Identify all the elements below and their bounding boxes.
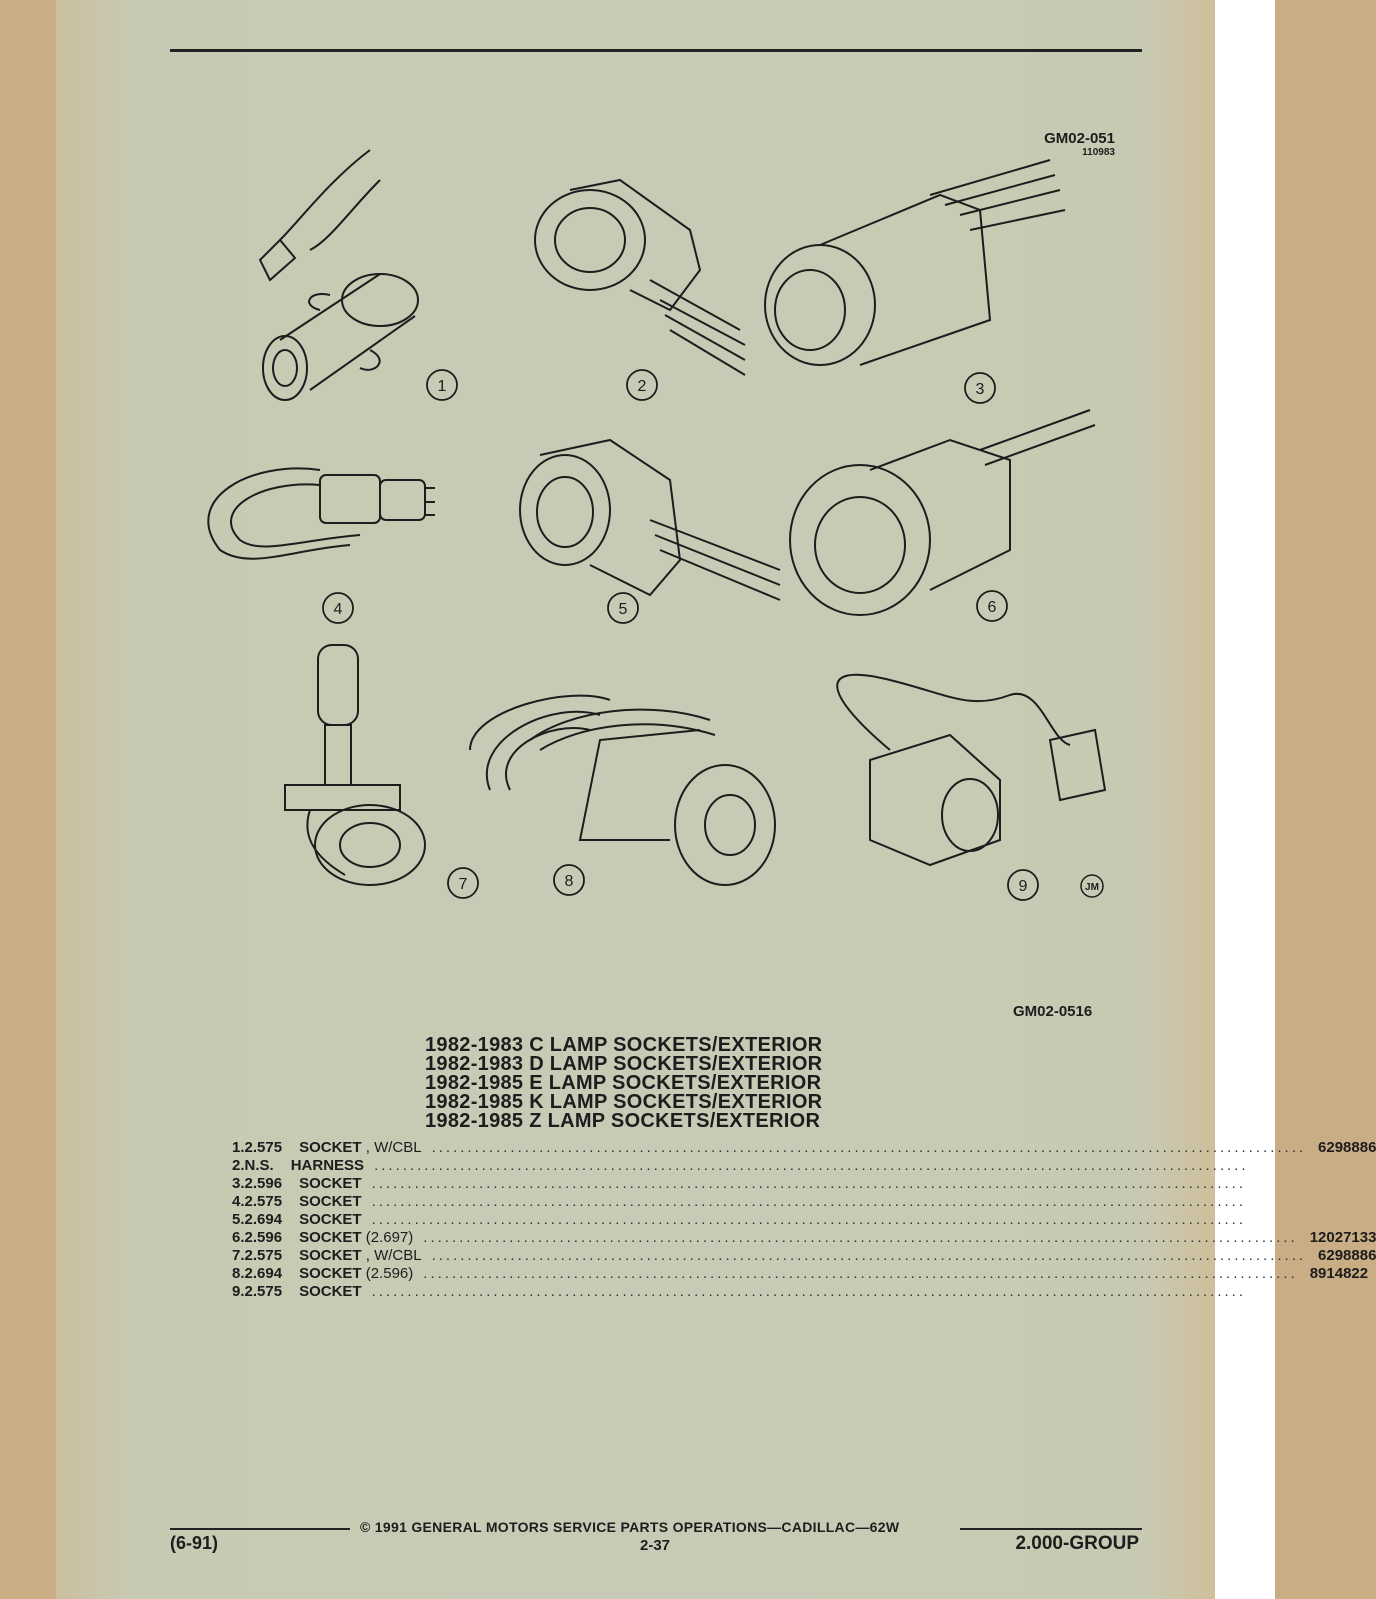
leader-dots: ..........................................................................................................................	[423, 1265, 1298, 1282]
item-code: 2.575	[244, 1247, 283, 1264]
item-name: SOCKET	[299, 1193, 362, 1210]
socket-drawing-8	[470, 696, 775, 885]
item-description	[299, 1139, 422, 1156]
callout-label: 9	[1018, 878, 1028, 895]
section-title: 1982-1983 C LAMP SOCKETS/EXTERIOR	[425, 1034, 823, 1056]
parts-row	[232, 1265, 1369, 1283]
item-note: , W/CBL	[361, 1247, 422, 1264]
item-name: HARNESS	[290, 1157, 365, 1174]
item-description	[299, 1265, 413, 1282]
item-number: 7.	[232, 1247, 245, 1264]
item-note: (2.596)	[361, 1265, 414, 1282]
artist-mark	[1081, 875, 1103, 897]
parts-row	[232, 1139, 1376, 1157]
scan-margin	[1215, 0, 1275, 1599]
item-description	[299, 1229, 413, 1246]
section-title: 1982-1983 D LAMP SOCKETS/EXTERIOR	[425, 1053, 823, 1075]
part-number: 8914822	[1309, 1265, 1369, 1282]
callout-8	[554, 865, 584, 895]
item-name: SOCKET	[299, 1283, 362, 1300]
copyright-line: © 1991 GENERAL MOTORS SERVICE PARTS OPERATIONS—CADILLAC—62W	[360, 1519, 900, 1535]
figure-code-bottom: GM02-0516	[1013, 1003, 1093, 1020]
footer-rule-left	[170, 1528, 350, 1530]
item-name: SOCKET	[299, 1247, 362, 1264]
socket-drawing-4	[208, 468, 435, 558]
parts-row	[232, 1229, 1376, 1247]
callout-label: 4	[333, 601, 343, 618]
parts-row	[232, 1193, 1247, 1211]
artist-initials: JM	[1085, 882, 1099, 893]
item-name: SOCKET	[299, 1265, 362, 1282]
callout-3	[965, 373, 995, 403]
item-name: SOCKET	[299, 1211, 362, 1228]
item-code: 2.575	[244, 1139, 283, 1156]
leader-dots: ..........................................................................................................................	[371, 1211, 1247, 1228]
figure-code: GM02-051	[1044, 130, 1115, 147]
item-number: 1.	[232, 1139, 245, 1156]
callout-label: 8	[564, 873, 574, 890]
parts-row	[232, 1283, 1247, 1301]
item-name: SOCKET	[299, 1175, 362, 1192]
section-titles	[425, 1036, 822, 1131]
item-code: N.S.	[244, 1157, 274, 1174]
page-number: 2-37	[640, 1537, 671, 1554]
section-title: 1982-1985 K LAMP SOCKETS/EXTERIOR	[425, 1091, 823, 1113]
callout-label: 2	[637, 378, 647, 395]
item-number: 2.	[232, 1157, 245, 1174]
item-description	[299, 1247, 422, 1264]
lamp-socket-illustrations	[170, 140, 1130, 920]
item-description	[299, 1193, 362, 1210]
part-number: 6298886	[1318, 1247, 1376, 1264]
figure-code-sub: 110983	[1082, 147, 1115, 158]
item-description	[291, 1157, 364, 1174]
callout-label: 7	[458, 876, 468, 893]
socket-drawing-3	[765, 160, 1065, 365]
group-number: 2.000-GROUP	[1015, 1533, 1139, 1554]
item-name: SOCKET	[299, 1139, 362, 1156]
leader-dots: ..........................................................................................................................	[431, 1247, 1307, 1264]
callout-1	[427, 370, 457, 400]
callout-7	[448, 868, 478, 898]
socket-drawing-5	[520, 440, 780, 600]
leader-dots: ..........................................................................................................................	[431, 1139, 1307, 1156]
parts-row	[232, 1175, 1247, 1193]
leader-dots: ..........................................................................................................................	[371, 1283, 1247, 1300]
item-description	[299, 1175, 362, 1192]
revision-date: (6-91)	[170, 1533, 219, 1553]
socket-drawing-9	[837, 675, 1105, 865]
leader-dots: ..........................................................................................................................	[423, 1229, 1298, 1246]
callout-5	[608, 593, 638, 623]
socket-drawing-7	[285, 645, 425, 885]
parts-list	[232, 1139, 1376, 1301]
part-number: 6298886	[1318, 1139, 1376, 1156]
item-name: SOCKET	[299, 1229, 362, 1246]
item-code: 2.694	[244, 1211, 283, 1228]
parts-row	[232, 1211, 1247, 1229]
part-number: 12027133	[1309, 1229, 1376, 1246]
parts-row	[232, 1157, 1249, 1175]
item-code: 2.596	[244, 1175, 283, 1192]
callout-4	[323, 593, 353, 623]
item-description	[299, 1211, 362, 1228]
item-note: , W/CBL	[361, 1139, 422, 1156]
callout-label: 1	[437, 378, 447, 395]
item-number: 4.	[232, 1193, 245, 1210]
item-note: (2.697)	[361, 1229, 414, 1246]
section-title: 1982-1985 E LAMP SOCKETS/EXTERIOR	[425, 1072, 822, 1094]
item-number: 9.	[232, 1283, 245, 1300]
socket-drawing-6	[790, 410, 1095, 615]
callout-2	[627, 370, 657, 400]
item-number: 5.	[232, 1211, 245, 1228]
item-number: 8.	[232, 1265, 245, 1282]
item-number: 6.	[232, 1229, 245, 1246]
item-code: 2.575	[244, 1193, 283, 1210]
callout-label: 3	[975, 381, 985, 398]
item-description	[299, 1283, 362, 1300]
leader-dots: ..........................................................................................................................	[374, 1157, 1249, 1174]
callout-6	[977, 591, 1007, 621]
item-code: 2.694	[244, 1265, 283, 1282]
item-code: 2.575	[244, 1283, 283, 1300]
socket-drawing-2	[535, 180, 745, 375]
socket-drawing-1	[260, 150, 418, 400]
callout-9	[1008, 870, 1038, 900]
item-code: 2.596	[244, 1229, 283, 1246]
item-number: 3.	[232, 1175, 245, 1192]
leader-dots: ..........................................................................................................................	[371, 1175, 1247, 1192]
top-rule	[170, 49, 1142, 52]
section-title: 1982-1985 Z LAMP SOCKETS/EXTERIOR	[425, 1110, 821, 1132]
parts-row	[232, 1247, 1376, 1265]
footer-rule-right	[960, 1528, 1142, 1530]
leader-dots: ..........................................................................................................................	[371, 1193, 1247, 1210]
callout-label: 5	[618, 601, 628, 618]
callout-label: 6	[987, 599, 997, 616]
